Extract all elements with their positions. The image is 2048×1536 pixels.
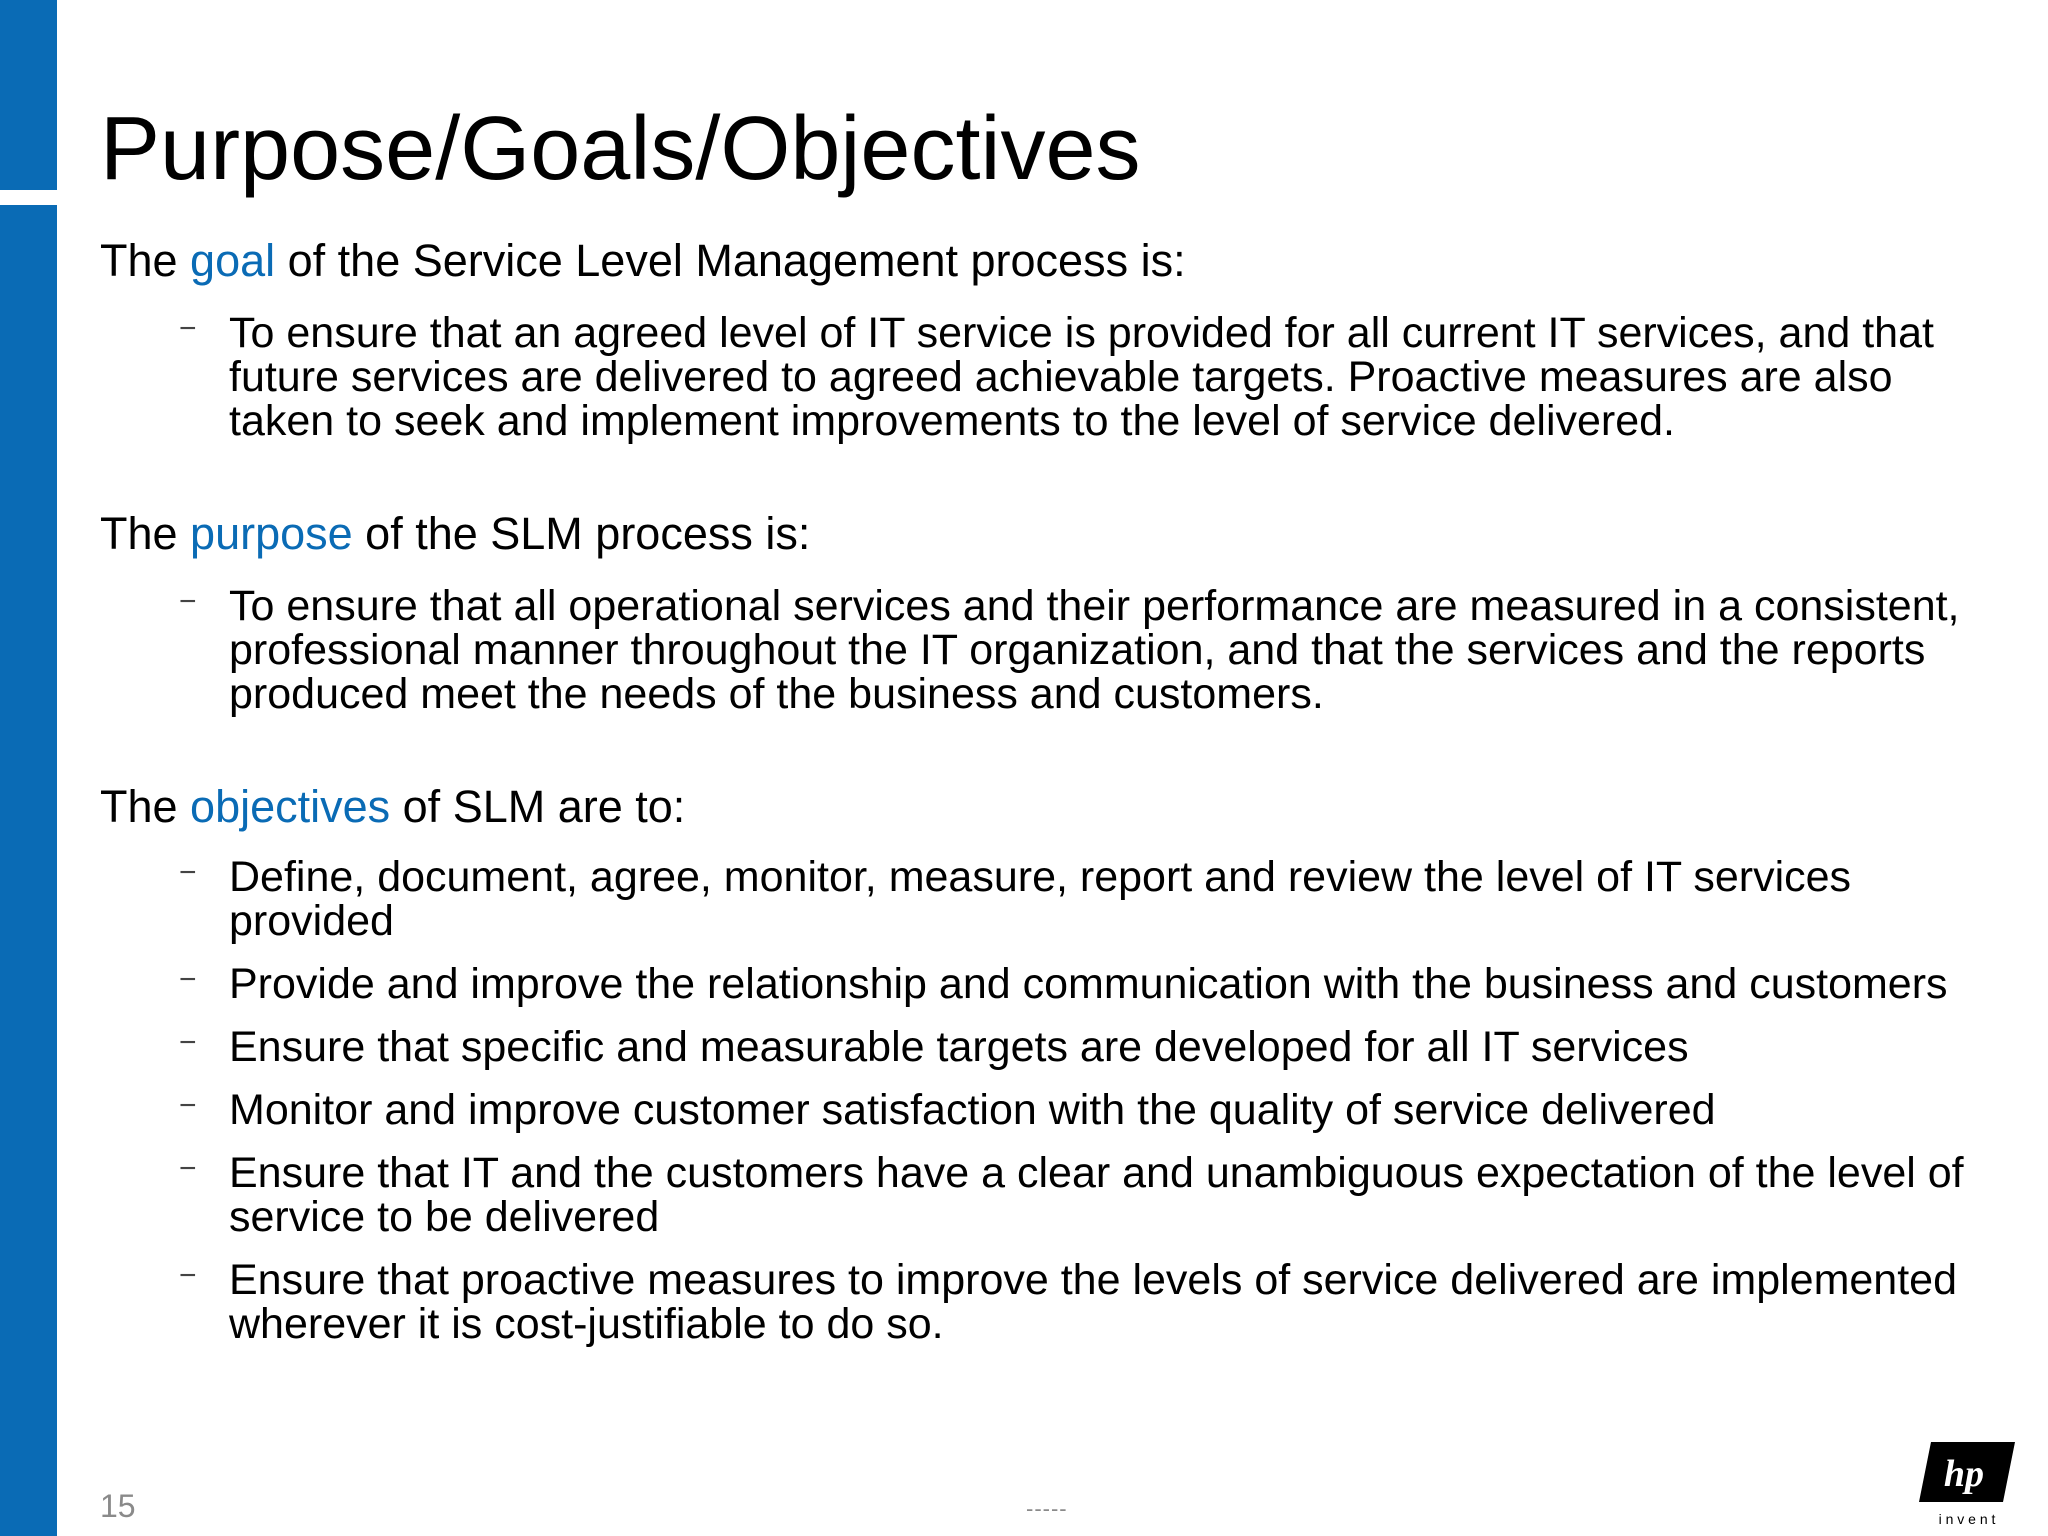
dash-icon: − — [179, 1026, 197, 1059]
goal-suffix: of the Service Level Management process is: — [275, 235, 1186, 286]
dash-icon: − — [179, 856, 197, 889]
dash-icon: − — [179, 585, 197, 618]
purpose-prefix: The — [100, 508, 191, 559]
objectives-prefix: The — [100, 781, 191, 832]
dash-icon: − — [179, 963, 197, 996]
list-item — [100, 962, 2005, 1006]
bullet-text: Define, document, agree, monitor, measure, report and review the level of IT services provided — [229, 853, 1852, 945]
purpose-suffix: of the SLM process is: — [352, 508, 811, 559]
objectives-heading — [100, 778, 2005, 836]
bullet-text: Provide and improve the relationship and communication with the business and customers — [229, 960, 1948, 1008]
hp-invent-logo — [1919, 1442, 2015, 1528]
list-item — [100, 855, 2005, 943]
list-item — [100, 1088, 2005, 1132]
hp-logo-mark-text: hp — [1943, 1453, 1985, 1495]
bullet-text: Ensure that proactive measures to improve the levels of service delivered are implemented wherever it is cost-justifiable to do so. — [229, 1256, 1957, 1348]
objectives-suffix: of SLM are to: — [390, 781, 686, 832]
bullet-text: To ensure that an agreed level of IT service is provided for all current IT services, and that future services are delivered to agreed achievable targets. Proactive measures are also taken to seek and implement improvements to the level of service delivered. — [229, 309, 1934, 445]
side-accent-bar-top — [0, 0, 57, 190]
dash-icon: − — [179, 312, 197, 345]
dash-icon: − — [179, 1152, 197, 1185]
list-item — [100, 1151, 2005, 1239]
goal-prefix: The — [100, 235, 191, 286]
bullet-text: Monitor and improve customer satisfaction with the quality of service delivered — [229, 1086, 1716, 1134]
bullet-text: Ensure that IT and the customers have a clear and unambiguous expectation of the level of service to be delivered — [229, 1149, 1964, 1241]
list-item — [100, 1258, 2005, 1346]
list-item — [100, 311, 2005, 443]
purpose-bullet-list — [100, 584, 2005, 716]
hp-logo-tagline: i n v e n t — [1938, 1511, 1996, 1527]
bullet-text: To ensure that all operational services and their performance are measured in a consistent, professional manner throughout the IT organization, and that the services and the reports produced meet the needs of the business and customers. — [229, 582, 1960, 718]
slide-body — [100, 232, 2005, 1346]
page-number: 15 — [100, 1488, 136, 1524]
purpose-heading — [100, 505, 2005, 563]
slide-title: Purpose/Goals/Objectives — [100, 99, 1141, 199]
list-item — [100, 584, 2005, 716]
list-item — [100, 1025, 2005, 1069]
objectives-keyword: objectives — [190, 781, 391, 832]
purpose-keyword: purpose — [190, 508, 353, 559]
bullet-text: Ensure that specific and measurable targets are developed for all IT services — [229, 1023, 1689, 1071]
goal-keyword: goal — [190, 235, 276, 286]
dash-icon: − — [179, 1259, 197, 1292]
footer-center-text: ----- — [1026, 1496, 1068, 1521]
goal-bullet-list — [100, 311, 2005, 443]
side-accent-bar-bottom — [0, 205, 57, 1536]
dash-icon: − — [179, 1089, 197, 1122]
goal-heading — [100, 232, 2005, 290]
objectives-bullet-list — [100, 855, 2005, 1346]
